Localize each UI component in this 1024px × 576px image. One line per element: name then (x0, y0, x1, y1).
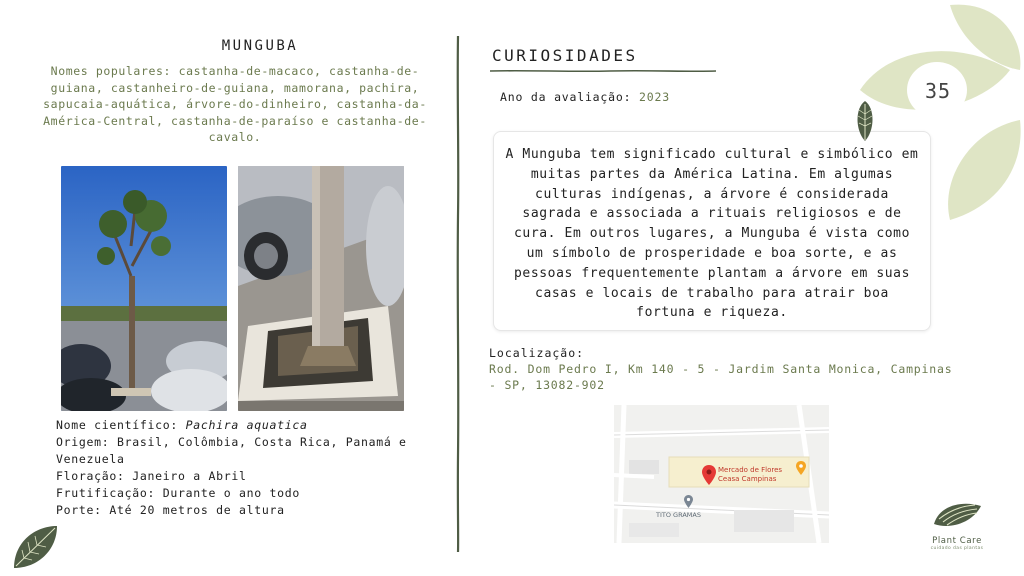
fruiting: Frutificação: Durante o ano todo (56, 486, 300, 500)
popular-names: Nomes populares: castanha-de-macaco, castanha-de-guiana, castanheiro-de-guiana, mamorana, pachira, sapucaia-aquática, árvore-do-dinheiro, castanha-da-América-Central, castanha-de-paraíso e castanha-de-cavalo. (43, 64, 427, 144)
page-number: 35 (924, 79, 952, 103)
year-value: 2023 (639, 90, 670, 104)
place-name-line2: Ceasa Campinas (718, 474, 777, 483)
location-pin-icon (702, 465, 716, 485)
logo-leaf-icon (931, 500, 983, 530)
small-leaf-icon (853, 100, 877, 142)
place-name-line1: Mercado de Flores (718, 466, 783, 474)
column-divider (453, 36, 463, 552)
title-underline (490, 68, 716, 74)
place-name (718, 466, 782, 483)
trunk-photo (238, 166, 404, 411)
tree-photo (61, 166, 227, 411)
poi-marker-icon (796, 461, 806, 475)
plant-details (56, 417, 436, 519)
size: Porte: Até 20 metros de altura (56, 503, 285, 517)
poi-pin-grey-icon (684, 495, 693, 508)
logo-tagline: cuidado das plantas (930, 546, 984, 551)
location-label: Localização: (489, 346, 585, 360)
location-address: Rod. Dom Pedro I, Km 140 - 5 - Jardim Santa Monica, Campinas - SP, 13082-902 (489, 362, 953, 392)
year-label: Ano da avaliação: (500, 90, 640, 104)
scientific-label: Nome científico: (56, 418, 186, 432)
plant-title: MUNGUBA (221, 38, 299, 54)
plant-care-logo (918, 500, 996, 552)
scientific-name (56, 417, 436, 434)
location-map[interactable] (614, 405, 829, 543)
corner-leaf-icon (10, 522, 60, 572)
flowering: Floração: Janeiro a Abril (56, 469, 247, 483)
curiosities-text: A Munguba tem significado cultural e simbólico em muitas partes da América Latina. Em algumas culturas indígenas, a árvore é considerada sagrada e associada a rituais religiosos e de cura. Em outros lugares, a Munguba é vista como um símbolo de prosperidade e boa sorte, e as pessoas frequentemente plantam a árvore em suas casas e locais de trabalho para atrair boa fortuna e riqueza. (493, 131, 931, 331)
scientific-value: Pachira aquatica (185, 418, 308, 432)
evaluation-year (500, 90, 670, 104)
logo-name: Plant Care (932, 536, 982, 546)
origin: Origem: Brasil, Colômbia, Costa Rica, Panamá e Venezuela (56, 435, 407, 466)
poi-label: TITO GRAMAS (656, 511, 701, 519)
curiosities-title: CURIOSIDADES (492, 46, 638, 65)
